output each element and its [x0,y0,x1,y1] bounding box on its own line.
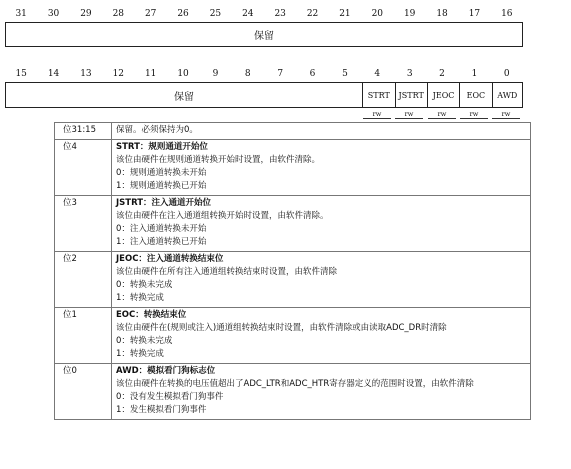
bit-position: 位2 [55,252,112,308]
description-line: 1：转换完成 [116,293,164,303]
bit-number: 27 [144,9,157,19]
description-line: 1：发生模拟看门狗事件 [116,405,207,415]
access-row [5,111,523,121]
upper-bit-numbers [5,8,523,20]
table-row [55,252,531,308]
bit-number: 1 [471,69,478,79]
bit-number: 11 [144,69,157,79]
bit-position: 位0 [55,364,112,420]
bit-description [112,123,531,140]
reserved-field-upper: 保留 [254,31,274,42]
bit-number: 15 [15,69,27,79]
bit-description-table [54,122,531,420]
field-title: AWD：模拟看门狗标志位 [116,366,216,376]
field-title: JEOC：注入通道转换结束位 [116,254,224,264]
bit-number: 13 [80,69,92,79]
lower-bit-numbers [5,68,523,80]
description-line: 1：规则通道转换已开始 [116,181,207,191]
bit-number: 22 [306,9,319,19]
bit-number: 29 [80,9,92,19]
bit-number: 17 [468,9,481,19]
bit-number: 8 [244,69,251,79]
bit-number: 23 [274,9,286,19]
bit-position: 位3 [55,196,112,252]
bit-description [112,308,531,364]
description-line: 该位由硬件在所有注入通道组转换结束时设置，由软件清除 [116,267,338,277]
bit-number: 12 [112,69,125,79]
bit-number: 6 [309,69,316,79]
bit-number: 4 [374,69,381,79]
bit-number: 5 [342,69,348,79]
bit-number: 30 [47,9,60,19]
field-jeoc: JEOC [427,83,459,107]
description-line: 0：注入通道转换未开始 [116,224,207,234]
bit-number: 2 [439,69,445,79]
bit-number: 18 [436,9,448,19]
description-line: 保留。必须保持为0。 [116,125,198,135]
bit-number: 19 [403,9,416,19]
field-title: STRT：规则通道开始位 [116,142,208,152]
field-title: EOC：转换结束位 [116,310,187,320]
description-line: 该位由硬件在转换的电压值超出了ADC_LTR和ADC_HTR寄存器定义的范围时设置，由软件清除 [116,379,474,389]
access-label: rw [460,111,488,119]
bit-number: 16 [501,9,513,19]
upper-register-row [5,22,523,47]
field-awd: AWD [492,83,522,107]
bit-number: 7 [277,69,284,79]
description-line: 该位由硬件在规则通道转换开始时设置，由软件清除。 [116,155,321,165]
description-line: 该位由硬件在(规则或注入)通道组转换结束时设置，由软件清除或由读取ADC_DR时清除 [116,323,447,333]
bit-number: 3 [406,69,413,79]
bit-description [112,140,531,196]
description-line: 1：注入通道转换已开始 [116,237,207,247]
bit-description [112,252,531,308]
field-eoc: EOC [459,83,491,107]
description-line: 0：规则通道转换未开始 [116,168,207,178]
access-label: rw [492,111,520,119]
lower-register-row [5,82,523,108]
table-row [55,140,531,196]
bit-number: 0 [503,69,510,79]
bit-position: 位1 [55,308,112,364]
bit-description [112,364,531,420]
description-line: 1：转换完成 [116,349,164,359]
bit-description [112,196,531,252]
bit-number: 21 [339,9,351,19]
bit-number: 9 [212,69,219,79]
bit-position: 位31:15 [55,123,112,140]
bit-number: 10 [177,69,189,79]
access-label: rw [363,111,391,119]
access-label: rw [428,111,456,119]
reserved-field-lower: 保留 [174,91,194,103]
bit-position: 位4 [55,140,112,196]
description-line: 0：没有发生模拟看门狗事件 [116,392,224,402]
table-row [55,196,531,252]
bit-number: 26 [177,9,189,19]
bit-number: 28 [112,9,125,19]
table-row [55,308,531,364]
access-label: rw [395,111,423,119]
bit-number: 14 [47,69,60,79]
table-row [55,364,531,420]
bit-number: 24 [242,9,254,19]
field-title: JSTRT：注入通道开始位 [116,198,212,208]
field-strt: STRT [362,83,394,107]
field-jstrt: JSTRT [395,83,427,107]
bit-number: 31 [15,9,27,19]
bit-number: 20 [371,9,384,19]
description-line: 0：转换未完成 [116,280,173,290]
bit-number: 25 [209,9,222,19]
table-row [55,123,531,140]
description-line: 该位由硬件在注入通道组转换开始时设置，由软件清除。 [116,211,329,221]
description-line: 0：转换未完成 [116,336,173,346]
